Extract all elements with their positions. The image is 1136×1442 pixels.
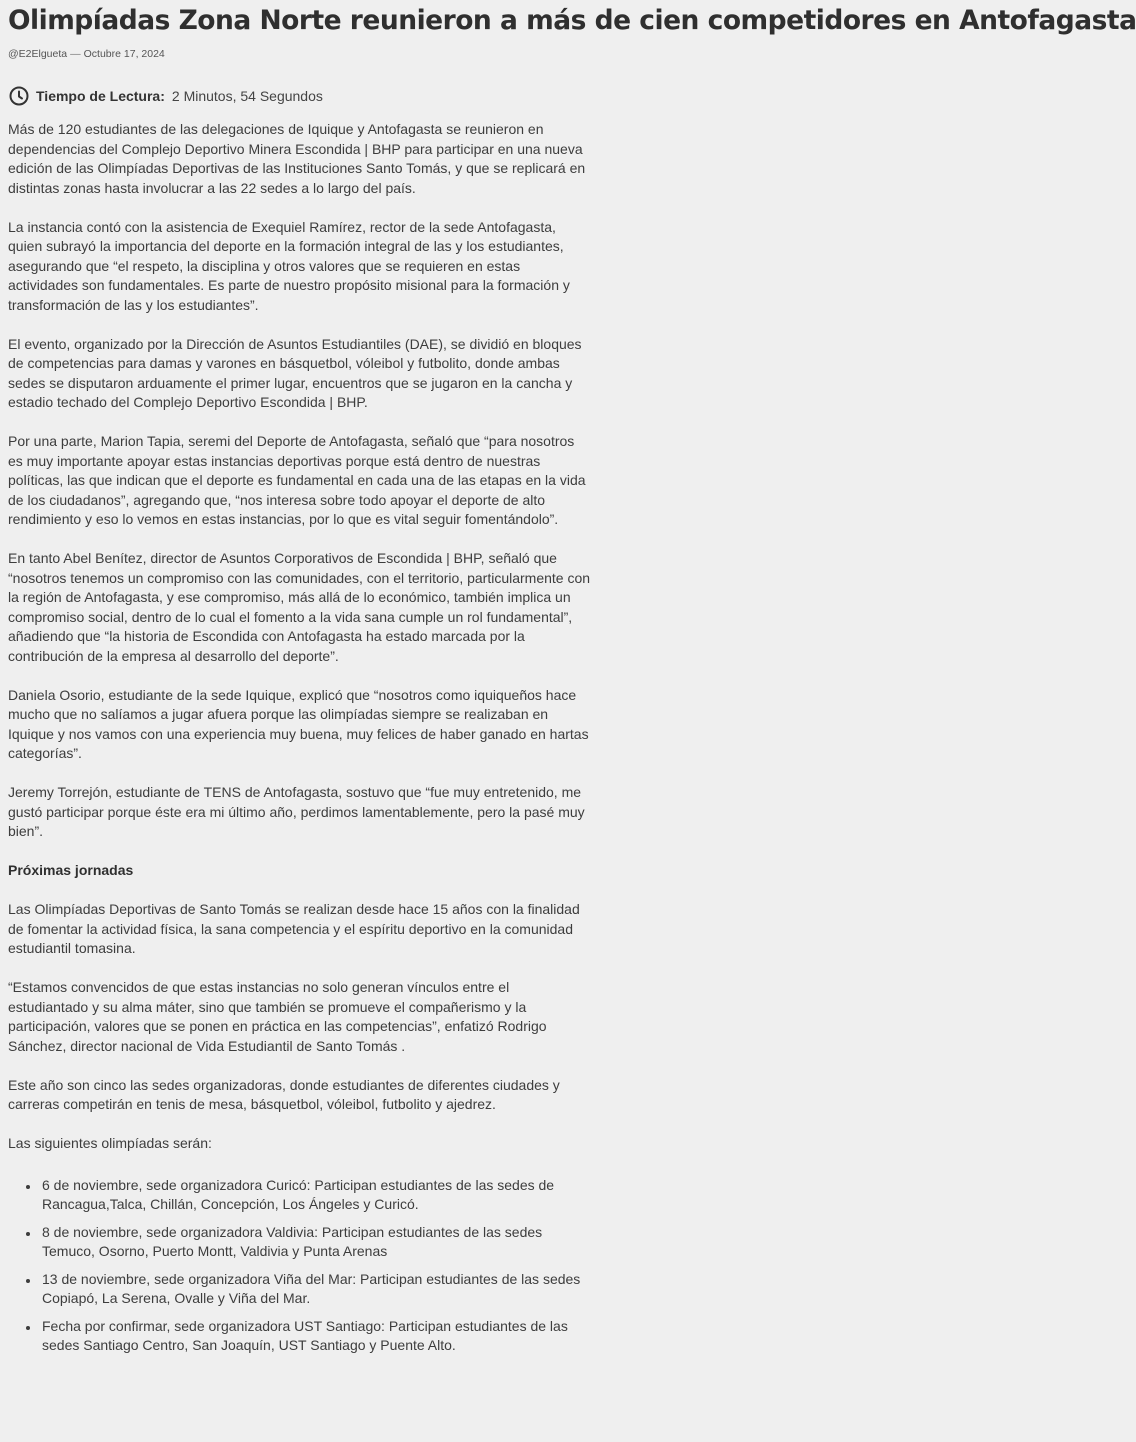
publish-date: Octubre 17, 2024 [83, 48, 165, 60]
reading-time-value: 2 Minutos, 54 Segundos [171, 88, 323, 104]
body-paragraph: Daniela Osorio, estudiante de la sede Iquique, explicó que “nosotros como iquiqueños hace mucho que no salíamos a jugar afuera porque las olimpíadas siempre se realizaban en Iquique y nos vamos con una experiencia muy buena, muy felices de haber ganado en hartas categorías”. [8, 686, 589, 761]
author-link[interactable]: @E2Elgueta [8, 48, 68, 60]
list-item: • 6 de noviembre, sede organizadora Curicó: Participan estudiantes de las sedes de Rancagua,Talca, Chillán, Concepción, Los Ángeles y Curicó. [40, 1176, 592, 1215]
reading-time-label: Tiempo de Lectura: [36, 88, 165, 104]
list-item: • Fecha por confirmar, sede organizadora UST Santiago: Participan estudiantes de las sedes Santiago Centro, San Joaquín, UST Santiago y Puente Alto. [40, 1317, 592, 1356]
body-paragraph: Las siguientes olimpíadas serán: [8, 1135, 212, 1151]
section-subheading: Próximas jornadas [8, 862, 134, 878]
body-paragraph: Las Olimpíadas Deportivas de Santo Tomás se realizan desde hace 15 años con la finalidad de fomentar la actividad física, la sana competencia y el espíritu deportivo en la comunidad estudiantil tomasina. [8, 901, 580, 956]
body-paragraph: “Estamos convencidos de que estas instancias no solo generan vínculos entre el estudiantado y su alma máter, sino que también se promueve el compañerismo y la participación, valores que se ponen en práctica en las competencias”, enfatizó Rodrigo Sánchez, director nacional de Vida Estudiantil de Santo Tomás . [8, 979, 547, 1054]
reading-time [8, 85, 592, 107]
body-paragraph: El evento, organizado por la Dirección de Asuntos Estudiantiles (DAE), se dividió en bloques de competencias para damas y varones en básquetbol, vóleibol y futbolito, donde ambas sedes se disputaron arduamente el primer lugar, encuentros que se jugaron en la cancha y estadio techado del Complejo Deportivo Escondida | BHP. [8, 335, 582, 410]
body-paragraph: La instancia contó con la asistencia de Exequiel Ramírez, rector de la sede Antofagasta, quien subrayó la importancia del deporte en la formación integral de las y los estudiantes, asegurando que “el respeto, la disciplina y otros valores que se requieren en estas actividades son fundamentales. Es parte de nuestro propósito misional para la formación y transformación de las y los estudiantes”. [8, 218, 570, 313]
body-paragraph: Jeremy Torrejón, estudiante de TENS de Antofagasta, sostuvo que “fue muy entretenido, me gustó participar porque éste era mi último año, perdimos lamentablemente, pero la pasé muy bien”. [8, 784, 585, 839]
body-paragraph: Este año son cinco las sedes organizadoras, donde estudiantes de diferentes ciudades y carreras competirán en tenis de mesa, básquetbol, vóleibol, futbolito y ajedrez. [8, 1076, 560, 1112]
body-paragraph: Por una parte, Marion Tapia, seremi del Deporte de Antofagasta, señaló que “para nosotros es muy importante apoyar estas instancias deportivas porque está dentro de nuestras políticas, las que indican que el deporte es fundamental en cada una de las etapas en la vida de los ciudadanos”, agregando que, “nos interesa sobre todo apoyar el deporte de alto rendimiento y eso lo vemos en estas instancias, por lo que es vital seguir fomentándolo”. [8, 433, 586, 527]
article-title: Olimpíadas Zona Norte reunieron a más de cien competidores en Antofagasta [8, 5, 1136, 36]
clock-icon [8, 85, 30, 107]
article-meta [8, 48, 592, 64]
meta-separator: — [70, 48, 81, 60]
body-paragraph: Más de 120 estudiantes de las delegaciones de Iquique y Antofagasta se reunieron en dependencias del Complejo Deportivo Minera Escondida | BHP para participar en una nueva edición de las Olimpíadas Deportivas de las Instituciones Santo Tomás, y que se replicará en distintas zonas hasta involucrar a las 22 sedes a lo largo del país. [8, 121, 586, 196]
list-item: • 8 de noviembre, sede organizadora Valdivia: Participan estudiantes de las sedes Temuco, Osorno, Puerto Montt, Valdivia y Punta Arenas [40, 1223, 592, 1262]
body-paragraph: En tanto Abel Benítez, director de Asuntos Corporativos de Escondida | BHP, señaló que “nosotros tenemos un compromiso con las comunidades, con el territorio, particularmente con la región de Antofagasta, y ese compromiso, más allá de lo económico, también implica un compromiso social, dentro de lo cual el fomento a la vida sana cumple un rol fundamental”, añadiendo que “la historia de Escondida con Antofagasta ha estado marcada por la contribución de la empresa al desarrollo del deporte”. [8, 550, 591, 664]
schedule-list [8, 1176, 592, 1356]
article-body [8, 120, 592, 1356]
list-item: • 13 de noviembre, sede organizadora Viña del Mar: Participan estudiantes de las sedes Copiapó, La Serena, Ovalle y Viña del Mar. [40, 1270, 592, 1309]
